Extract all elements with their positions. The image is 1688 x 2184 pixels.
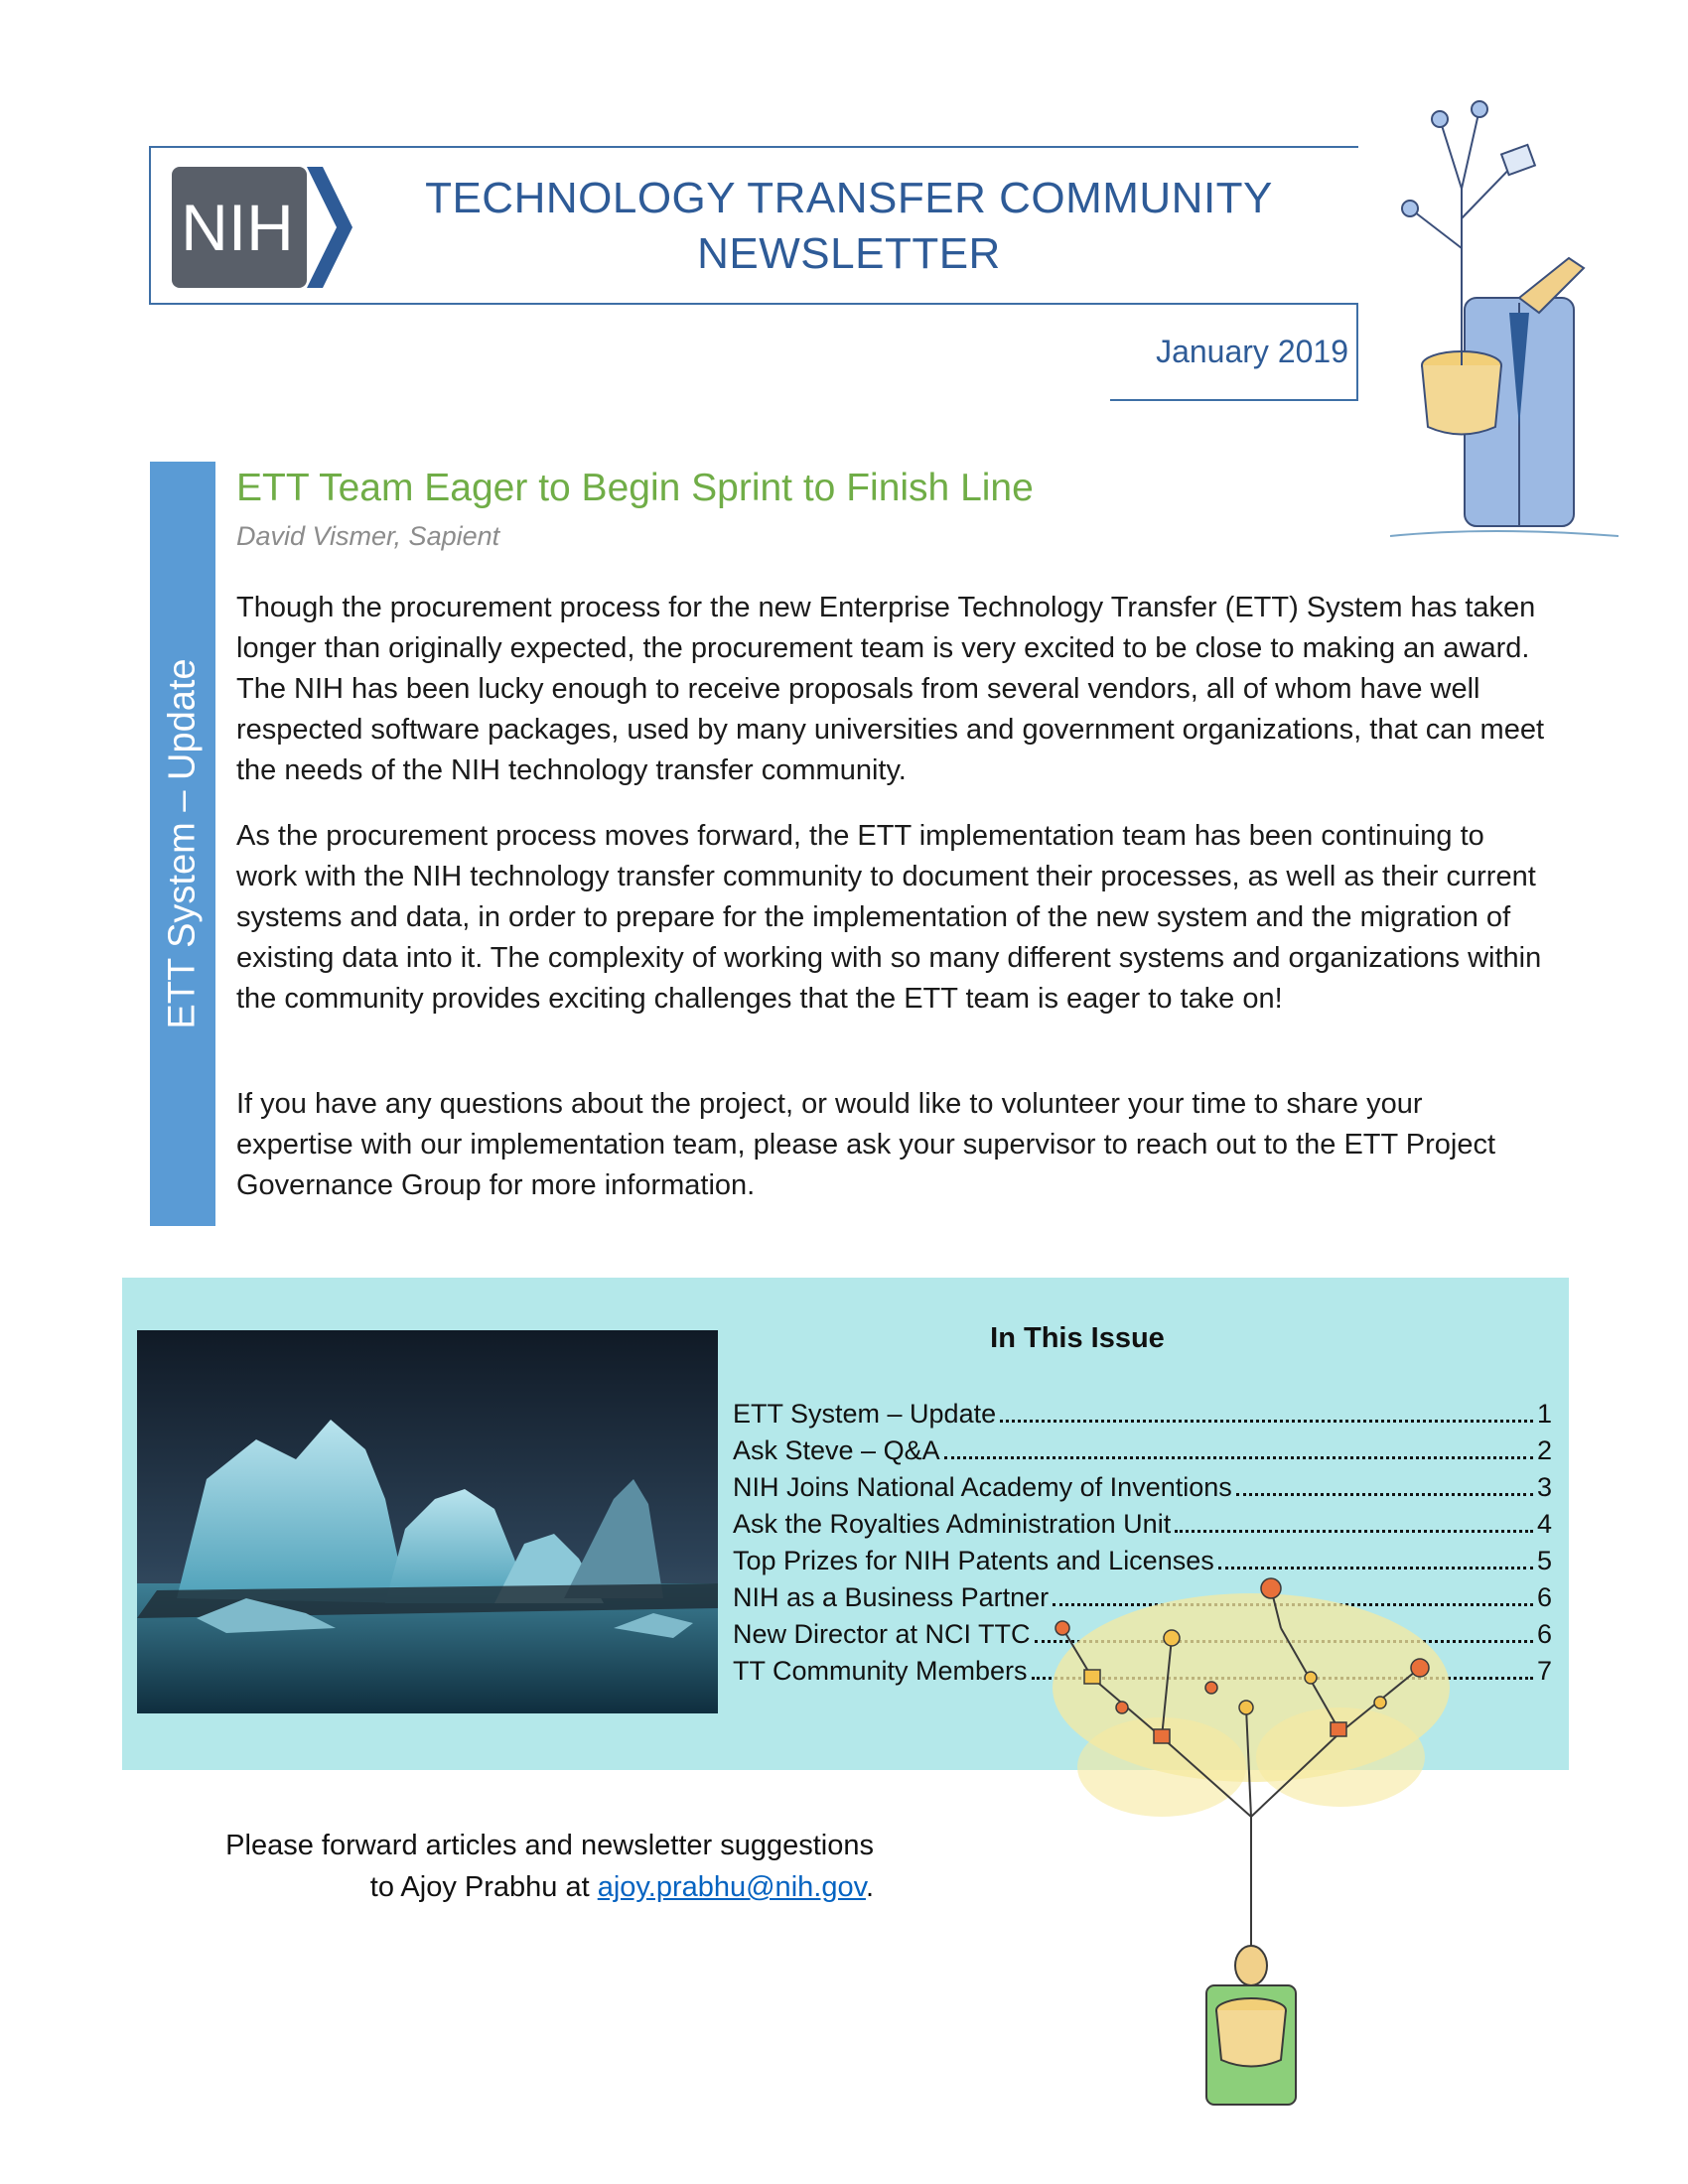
- article-paragraph: Though the procurement process for the new Enterprise Technology Transfer (ETT) System has taken longer than originally expected, the procurement team is very excited to be close to making an award. The NIH has been lucky enough to receive proposals from several vendors, all of whom have well respected software packages, used by many universities and government organizations, that can meet the needs of the NIH technology transfer community.: [236, 592, 1545, 786]
- toc-leader-dots: [944, 1456, 1533, 1459]
- footer-line-2-suffix: .: [865, 1871, 874, 1903]
- toc-leader-dots: [1175, 1530, 1533, 1533]
- footer-line-2-prefix: to Ajoy Prabhu at: [369, 1871, 598, 1903]
- article-author: David Vismer, Sapient: [236, 521, 500, 551]
- logo-text: NIH: [181, 191, 294, 264]
- footer-line-1: Please forward articles and newsletter suggestions: [225, 1830, 874, 1861]
- footer-line-2: [149, 1866, 874, 1908]
- toc-entry-label: Ask Steve – Q&A: [733, 1435, 940, 1465]
- side-tab-label: ETT System – Update: [161, 658, 204, 1029]
- toc-entry-page: 1: [1536, 1399, 1552, 1429]
- toc-entry-label: NIH as a Business Partner: [733, 1582, 1050, 1612]
- footer-note: [149, 1825, 874, 1908]
- toc-entry-label: Top Prizes for NIH Patents and Licenses: [733, 1546, 1214, 1575]
- toc-entry[interactable]: [733, 1396, 1552, 1433]
- person-with-network-tree-icon: [1033, 1569, 1470, 2115]
- toc-leader-dots: [1000, 1420, 1533, 1423]
- toc-entry-label: TT Community Members: [733, 1656, 1028, 1686]
- nih-logo: [172, 167, 352, 288]
- article-paragraph: As the procurement process moves forward, the ETT implementation team has been continuing to work with the NIH technology transfer community to document their processes, as well as their current systems and data, in order to prepare for the implementation of the new system and the migration of existing data into it. The complexity of working with so many different systems and organizations within the community provides exciting challenges that the ETT team is eager to take on!: [236, 820, 1542, 1015]
- email-link[interactable]: ajoy.prabhu@nih.gov: [597, 1871, 866, 1903]
- newsletter-title: [357, 171, 1340, 282]
- toc-entry-label: Ask the Royalties Administration Unit: [733, 1509, 1172, 1539]
- toc-entry-page: 3: [1536, 1472, 1552, 1502]
- toc-entry[interactable]: [733, 1469, 1552, 1506]
- in-this-issue-heading: In This Issue: [990, 1322, 1165, 1354]
- toc-entry[interactable]: [733, 1433, 1552, 1469]
- toc-entry-page: 5: [1536, 1546, 1552, 1575]
- toc-entry[interactable]: [733, 1506, 1552, 1543]
- toc-entry-page: 2: [1536, 1435, 1552, 1465]
- issue-date: January 2019: [1156, 334, 1348, 369]
- article-title: ETT Team Eager to Begin Sprint to Finish Line: [236, 467, 1034, 509]
- glacier-photo: [137, 1330, 718, 1713]
- title-line-1: TECHNOLOGY TRANSFER COMMUNITY: [425, 174, 1273, 222]
- toc-leader-dots: [1236, 1493, 1533, 1496]
- toc-entry-page: 4: [1536, 1509, 1552, 1539]
- toc-entry-page: 6: [1536, 1619, 1552, 1649]
- toc-entry-label: New Director at NCI TTC: [733, 1619, 1031, 1649]
- toc-entry-label: NIH Joins National Academy of Inventions: [733, 1472, 1232, 1502]
- toc-entry-page: 6: [1536, 1582, 1552, 1612]
- person-with-tree-icon: [1370, 99, 1618, 546]
- title-line-2: NEWSLETTER: [697, 229, 1001, 278]
- toc-entry-label: ETT System – Update: [733, 1399, 997, 1429]
- article-paragraph: If you have any questions about the project, or would like to volunteer your time to share your expertise with our implementation team, please ask your supervisor to reach out to the ETT Project Governance Group for more information.: [236, 1088, 1496, 1201]
- toc-entry-page: 7: [1536, 1656, 1552, 1686]
